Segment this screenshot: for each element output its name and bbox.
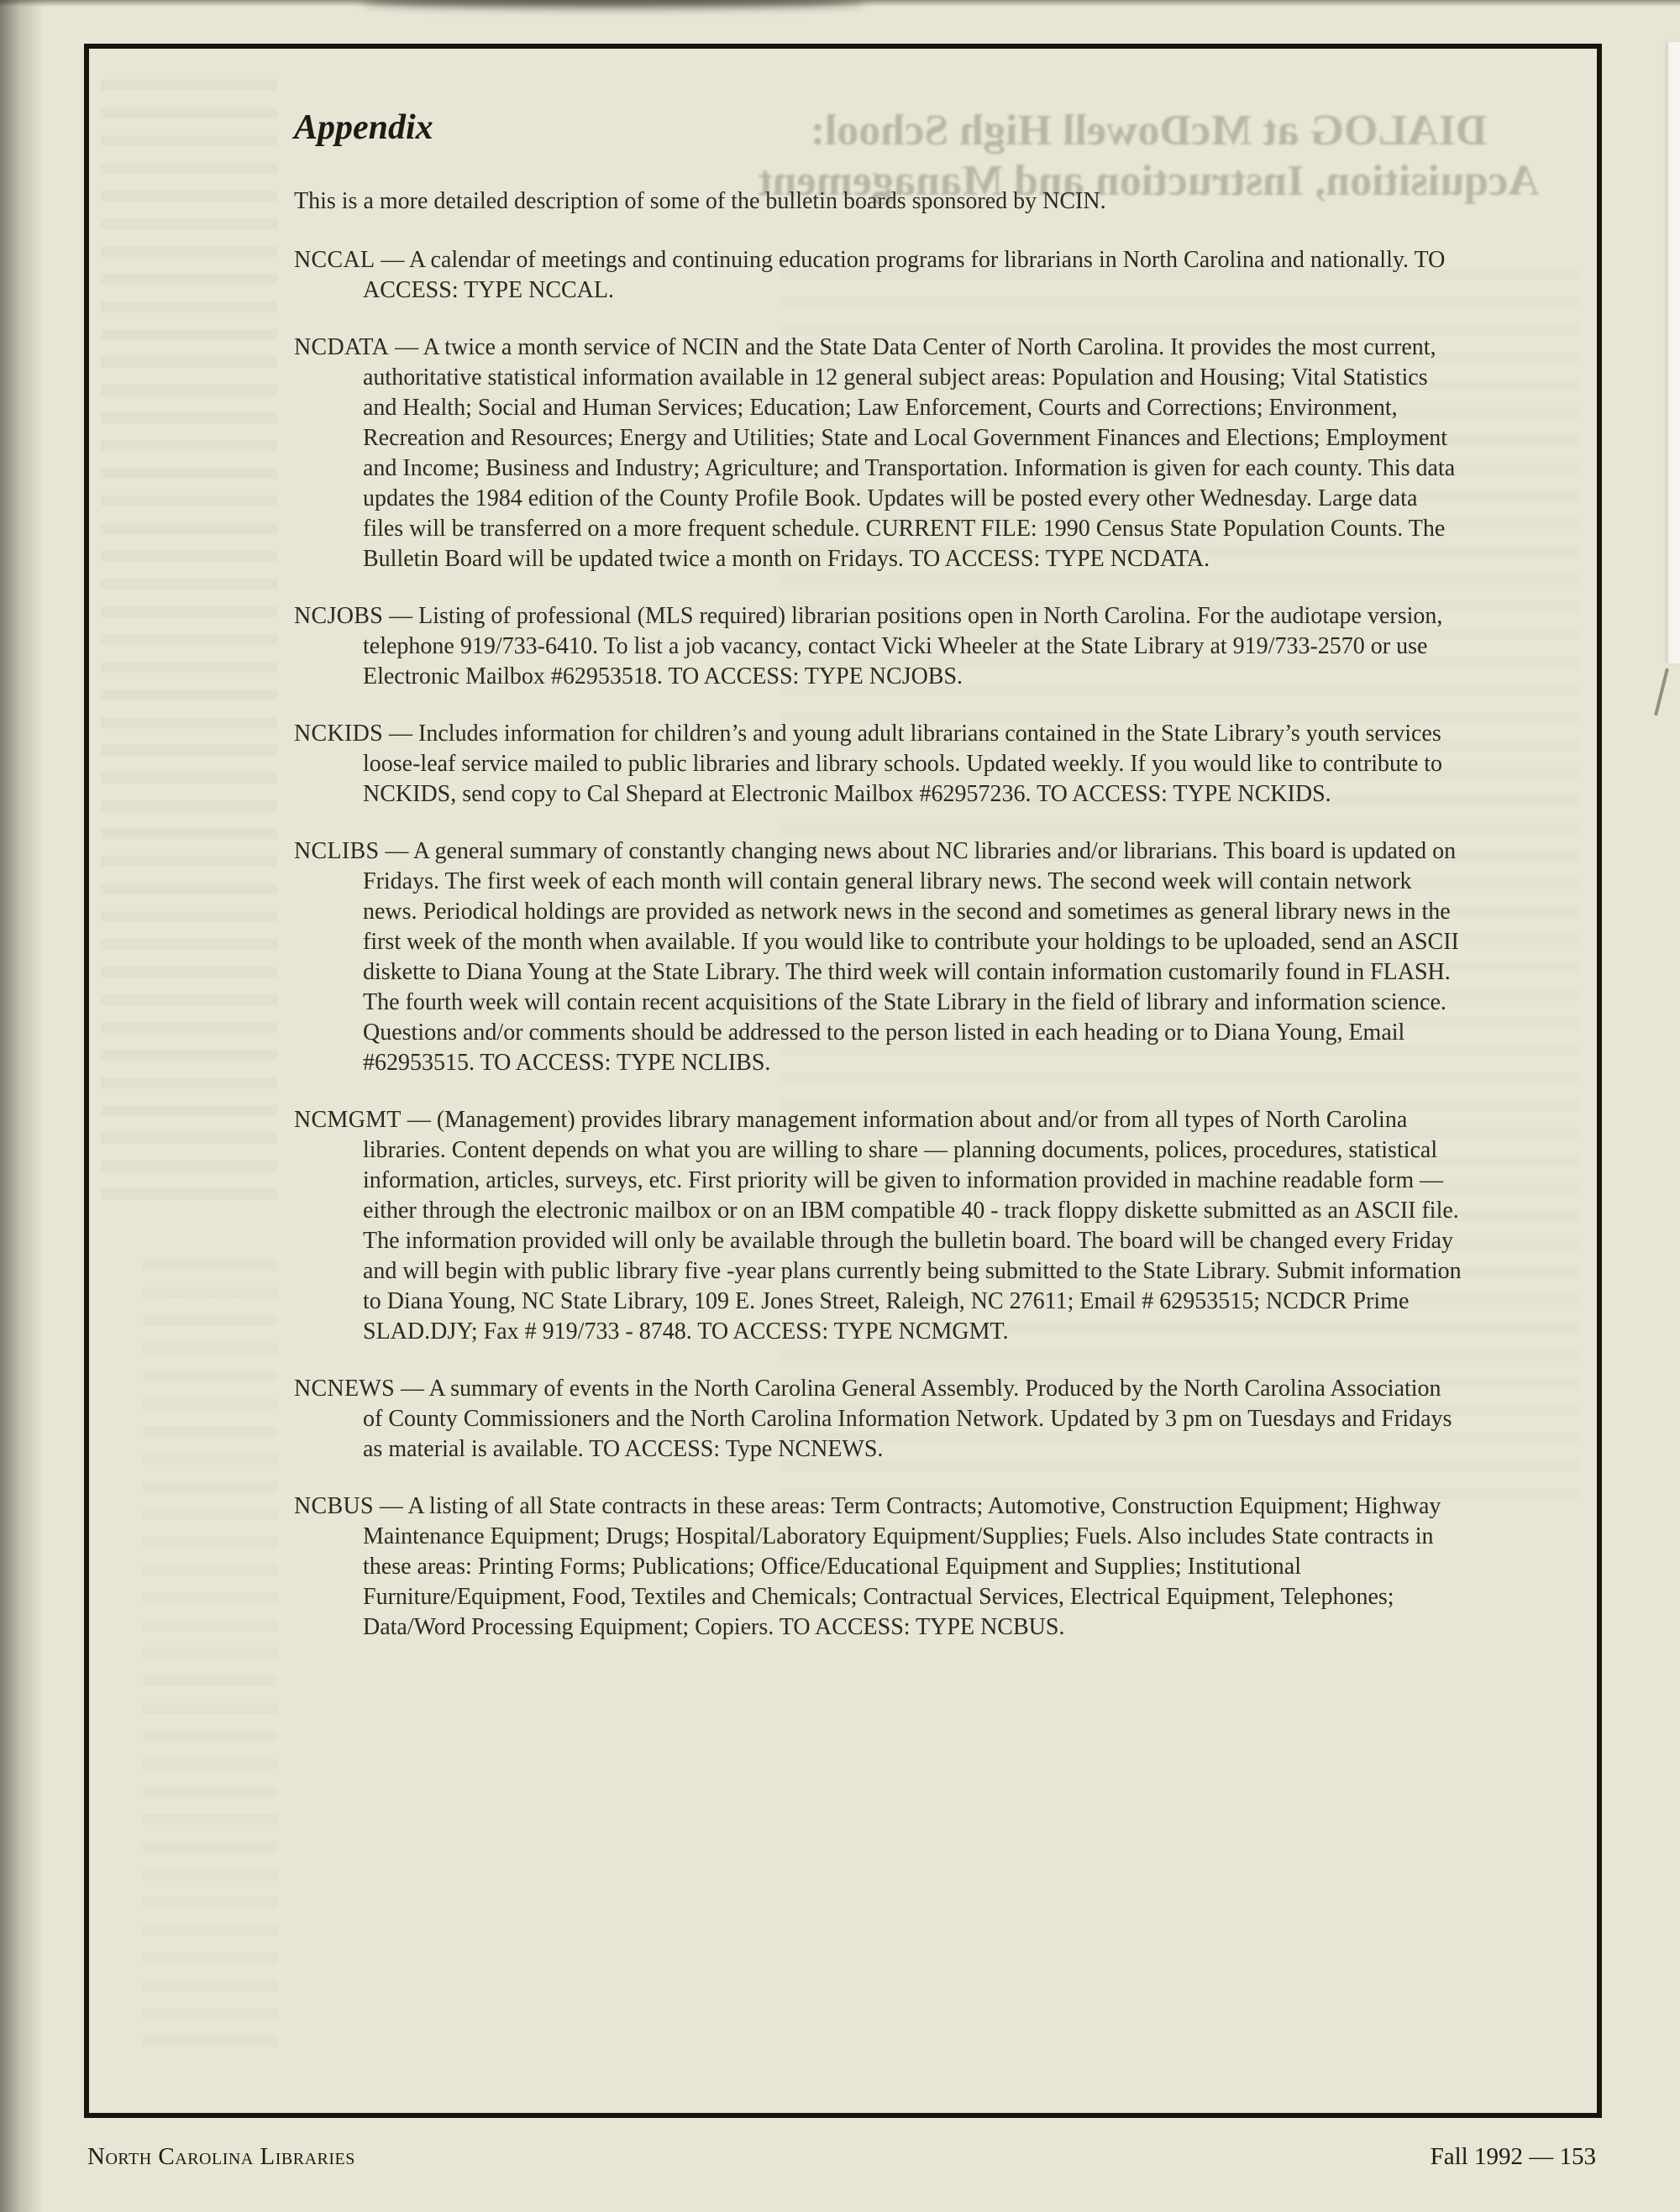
page-title: Appendix bbox=[294, 108, 433, 147]
page-edge bbox=[1668, 42, 1680, 663]
entry-body: — A calendar of meetings and continuing education programs for librarians in North Carolina and nationally. TO ACCESS: TYPE NCCAL. bbox=[363, 247, 1446, 303]
bulletin-entry-ncmgmt bbox=[294, 1105, 1463, 1347]
entry-body: — A twice a month service of NCIN and the State Data Center of North Carolina. It provides the most current, authoritative statistical information available in 12 general subject areas: Population and Housing; Vital Statistics and Health; Social and Human Services; Education; Law Enforcement, Courts and Corrections; Environment, Recreation and Resources; Energy and Utilities; State and Local Government Finances and Elections; Employment and Income; Business and Industry; Agriculture; and Transportation. Information is given for each county. This data updates the 1984 edition of the County Profile Book. Updates will be posted every other Wednesday. Large data files will be transferred on a more frequent schedule. CURRENT FILE: 1990 Census State Population Counts. The Bulletin Board will be updated twice a month on Fridays. TO ACCESS: TYPE NCDATA. bbox=[363, 334, 1456, 572]
page-curl-mark bbox=[1654, 668, 1669, 715]
bulletin-entry-nckids bbox=[294, 719, 1463, 810]
entry-body: — A summary of events in the North Carolina General Assembly. Produced by the North Carolina Association of County Commissioners and the North Carolina Information Network. Updated by 3 pm on Tuesdays and Fridays as material is available. TO ACCESS: Type NCNEWS. bbox=[363, 1376, 1452, 1462]
content-frame bbox=[84, 44, 1602, 2118]
bulletin-entry-nclibs bbox=[294, 836, 1463, 1078]
intro-paragraph: This is a more detailed description of some of the bulletin boards sponsored by NCIN. bbox=[294, 188, 1106, 214]
appendix-body bbox=[294, 186, 1463, 1643]
entry-term: NCJOBS bbox=[294, 603, 384, 629]
page-top-shadow bbox=[0, 0, 1680, 7]
binding-gutter-shadow bbox=[0, 0, 44, 2212]
bleedthrough-headline: DIALOG at McDowell High School: Acquisition, Instruction and Management bbox=[758, 107, 1540, 205]
entry-body: — Listing of professional (MLS required) librarian positions open in North Carolina. For the audiotape version, telephone 919/733-6410. To list a job vacancy, contact Vicki Wheeler at the State Library at 919/733-2570 or use Electronic Mailbox #62953518. TO ACCESS: TYPE NCJOBS. bbox=[363, 603, 1443, 689]
entry-term: NCDATA bbox=[294, 334, 390, 360]
entry-term: NCLIBS bbox=[294, 838, 380, 864]
entry-term: NCMGMT bbox=[294, 1107, 402, 1133]
bulletin-entry-ncnews bbox=[294, 1374, 1463, 1465]
entry-term: NCKIDS bbox=[294, 721, 384, 747]
bulletin-entry-ncdata bbox=[294, 333, 1463, 574]
journal-name: North Carolina Libraries bbox=[87, 2143, 355, 2170]
entry-body: — Includes information for children’s and young adult librarians contained in the State Library’s youth services loose-leaf service mailed to public libraries and library schools. Updated weekly. If you would like to contribute to NCKIDS, send copy to Cal Shepard at Electronic Mailbox #62957236. TO ACCESS: TYPE NCKIDS. bbox=[363, 721, 1443, 807]
entry-term: NCNEWS bbox=[294, 1376, 396, 1402]
entry-term: NCBUS bbox=[294, 1493, 374, 1519]
entry-body: — A listing of all State contracts in these areas: Term Contracts; Automotive, Construction Equipment; Highway Maintenance Equipment; Drugs; Hospital/Laboratory Equipment/Supplies; Fuels. Also includes State contracts in these areas: Printing Forms; Publications; Office/Educational Equipment and Supplies; Institutional Furniture/Equipment, Food, Textiles and Chemicals; Contractual Services, Electrical Equipment, Telephones; Data/Word Processing Equipment; Copiers. TO ACCESS: TYPE NCBUS. bbox=[363, 1493, 1441, 1640]
entry-body: — A general summary of constantly changing news about NC libraries and/or librarians. This board is updated on Fridays. The first week of each month will contain general library news. The second week will contain network news. Periodical holdings are provided as network news in the second and sometimes as general library news in the first week of the month when available. If you would like to contribute your holdings to be uploaded, send an ASCII diskette to Diana Young at the State Library. The third week will contain information customarily found in FLASH. The fourth week will contain recent acquisitions of the State Library in the field of library and information science. Questions and/or comments should be addressed to the person listed in each heading or to Diana Young, Email #62953515. TO ACCESS: TYPE NCLIBS. bbox=[363, 838, 1459, 1076]
scan-smudge bbox=[361, 0, 865, 8]
issue-and-page-number: Fall 1992 — 153 bbox=[1430, 2143, 1596, 2170]
entry-term: NCCAL bbox=[294, 247, 375, 273]
page-footer bbox=[87, 2143, 1596, 2171]
bulletin-entry-nccal bbox=[294, 245, 1463, 306]
bulletin-entry-ncbus bbox=[294, 1491, 1463, 1643]
bulletin-entry-ncjobs bbox=[294, 601, 1463, 692]
entry-body: — (Management) provides library management information about and/or from all types of North Carolina libraries. Content depends on what you are willing to share — planning documents, polices, procedures, statistical information, articles, surveys, etc. First priority will be given to information provided in machine readable form — either through the electronic mailbox or on an IBM compatible 40 - track floppy diskette submitted as an ASCII file. The information provided will only be available through the bulletin board. The board will be changed every Friday and will begin with public library five -year plans currently being submitted to the State Library. Submit information to Diana Young, NC State Library, 109 E. Jones Street, Raleigh, NC 27611; Email # 62953515; NCDCR Prime SLAD.DJY; Fax # 919/733 - 8748. TO ACCESS: TYPE NCMGMT. bbox=[363, 1107, 1462, 1344]
